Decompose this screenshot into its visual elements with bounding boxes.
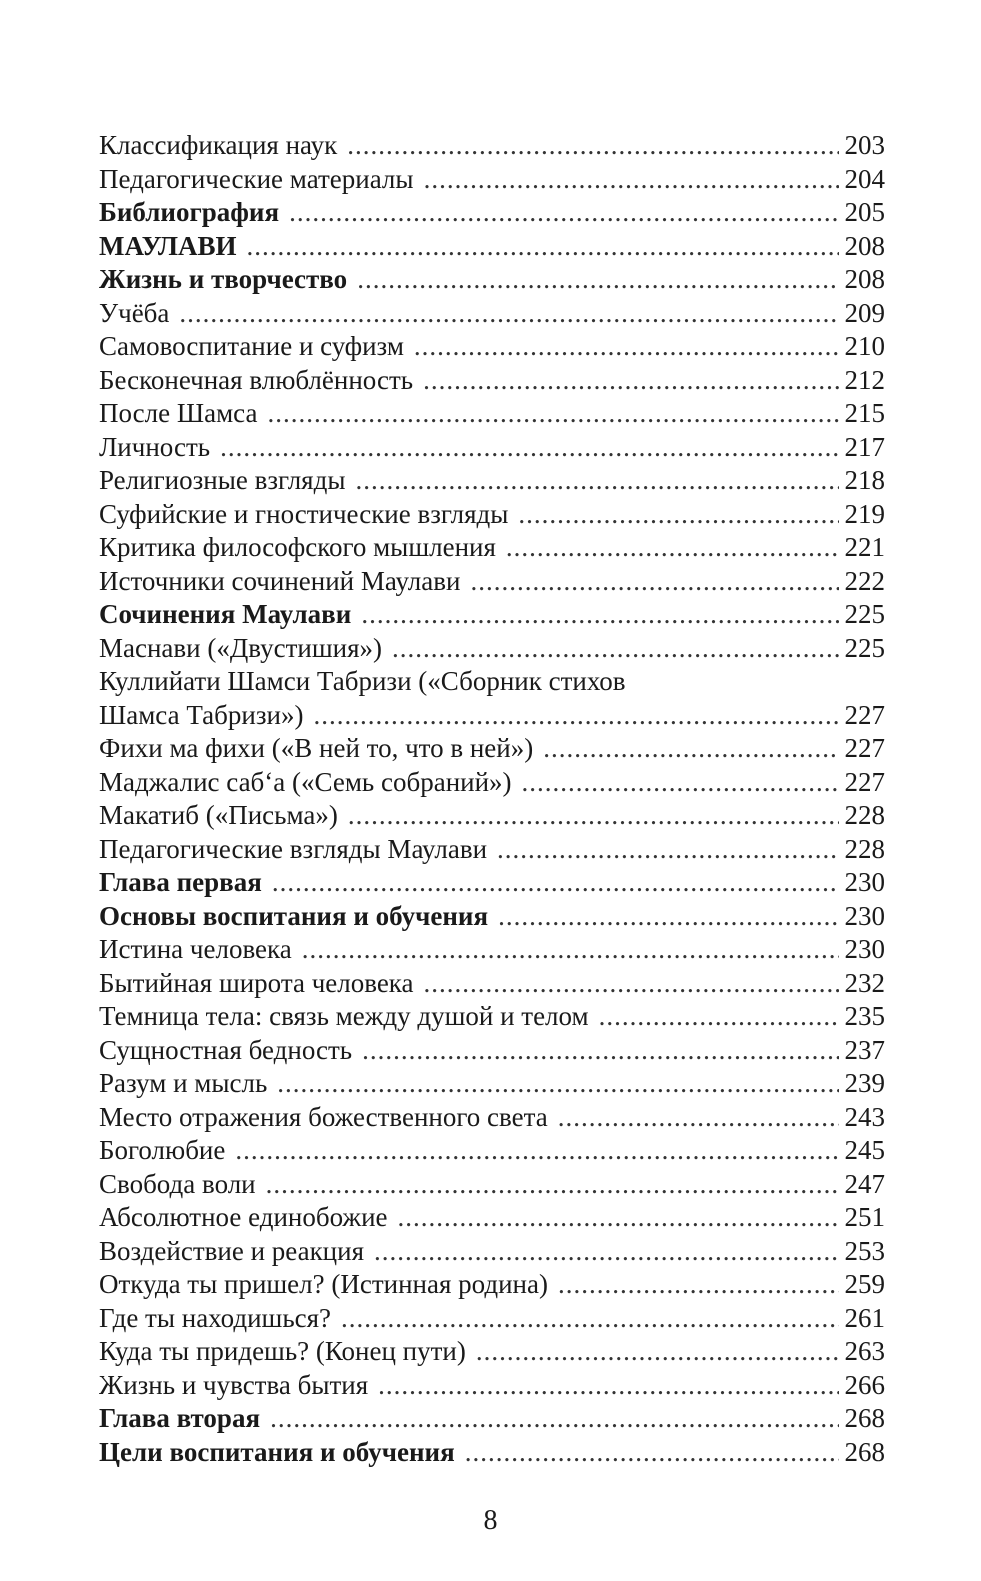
toc-entry-title: Учёба: [99, 297, 170, 328]
toc-entry: [99, 297, 885, 331]
toc-entry-title: Суфийские и гностические взгляды: [99, 498, 509, 529]
toc-entry-title: Боголюбие: [99, 1135, 226, 1165]
toc-entry-page: 263: [844, 1336, 885, 1366]
dot-leader: [272, 866, 839, 900]
dot-leader: [498, 900, 838, 934]
dot-leader: [235, 1134, 838, 1168]
toc-entry: [99, 967, 885, 1001]
toc-entry: [99, 364, 885, 398]
toc-entry-title: Бесконечная влюблённость: [99, 364, 414, 395]
toc-entry: [99, 230, 885, 264]
toc-entry-page: 261: [844, 1302, 885, 1333]
dot-leader: [277, 1067, 838, 1101]
toc-entry-page: 268: [844, 1436, 885, 1467]
toc-entry-title: МАУЛАВИ: [99, 230, 237, 261]
toc-entry-title: Самовоспитание и суфизм: [99, 331, 404, 361]
dot-leader: [398, 1201, 839, 1235]
toc-entry-title: Маджалис саб‘а («Семь собраний»): [99, 766, 512, 797]
toc-entry: [99, 1101, 885, 1135]
dot-leader: [599, 1000, 839, 1034]
dot-leader: [347, 129, 838, 163]
dot-leader: [348, 799, 839, 833]
toc-entry-page: 203: [844, 130, 885, 160]
toc-entry-title: Где ты находишься?: [99, 1302, 332, 1333]
toc-entry: [99, 1235, 885, 1269]
toc-entry: [99, 1268, 885, 1302]
dot-leader: [266, 1168, 839, 1202]
dot-leader: [424, 163, 839, 197]
toc-entry-title: Бытийная широта человека: [99, 967, 414, 998]
dot-leader: [362, 1034, 838, 1068]
toc-entry: [99, 196, 885, 230]
dot-leader: [378, 1369, 838, 1403]
toc-entry-title: Куда ты придешь? (Конец пути): [99, 1336, 466, 1366]
toc-entry-page: 208: [844, 230, 885, 261]
toc-entry-title: Личность: [99, 431, 211, 462]
toc-entry-title: Глава вторая: [99, 1403, 261, 1433]
toc-entry-page: 239: [844, 1068, 885, 1098]
toc-entry-page: 230: [844, 900, 885, 931]
toc-entry-title: Жизнь и творчество: [99, 264, 348, 294]
toc-entry-title: Жизнь и чувства бытия: [99, 1369, 369, 1400]
toc-entry-title: Цели воспитания и обучения: [99, 1436, 455, 1467]
toc-entry-title: Педагогические взгляды Маулави: [99, 833, 488, 864]
toc-entry-title: Разум и мысль: [99, 1068, 268, 1098]
dot-leader: [465, 1436, 839, 1470]
toc-entry: [99, 498, 885, 532]
toc-entry-page: 210: [844, 331, 885, 361]
toc-entry: [99, 900, 885, 934]
dot-leader: [423, 364, 838, 398]
toc-entry: [99, 1134, 885, 1168]
dot-leader: [220, 431, 838, 465]
toc-entry-title: Основы воспитания и обучения: [99, 900, 489, 931]
toc-entry: [99, 933, 885, 967]
toc-entry: [99, 464, 885, 498]
dot-leader: [313, 699, 838, 733]
dot-leader: [361, 598, 838, 632]
toc-entry-title: Источники сочинений Маулави: [99, 565, 461, 596]
toc-entry: [99, 431, 885, 465]
toc-entry-title: Критика философского мышления: [99, 532, 496, 562]
toc-entry: [99, 531, 885, 565]
toc-entry-title: Свобода воли: [99, 1168, 256, 1199]
toc-entry: [99, 1302, 885, 1336]
toc-entry-page: 232: [844, 967, 885, 998]
dot-leader: [357, 263, 838, 297]
toc-entry-title: Сущностная бедность: [99, 1034, 353, 1065]
toc-entry-page: 225: [844, 599, 885, 629]
toc-entry-page: 266: [844, 1369, 885, 1400]
toc-entry-page: 259: [844, 1269, 885, 1299]
dot-leader: [497, 833, 838, 867]
toc-entry: [99, 766, 885, 800]
toc-entry: [99, 129, 885, 163]
toc-entry-page: 225: [844, 632, 885, 663]
dot-leader: [476, 1335, 839, 1369]
dot-leader: [355, 464, 838, 498]
toc-entry-title: Педагогические материалы: [99, 163, 414, 194]
toc-entry-page: 212: [844, 364, 885, 395]
toc-entry-title: Сочинения Маулави: [99, 599, 352, 629]
dot-leader: [506, 531, 839, 565]
dot-leader: [267, 397, 838, 431]
toc-entry: [99, 397, 885, 431]
dot-leader: [247, 230, 839, 264]
toc-entry-title: Религиозные взгляды: [99, 465, 346, 495]
toc-entry: [99, 732, 885, 766]
toc-entry-title: Воздействие и реакция: [99, 1235, 365, 1266]
toc-entry-page: 237: [844, 1034, 885, 1065]
toc-entry: [99, 163, 885, 197]
toc-entry-title: Темница тела: связь между душой и телом: [99, 1001, 589, 1031]
toc-entry-title: Куллийати Шамси Табризи («Сборник стихов: [99, 666, 626, 696]
toc-entry-page: 204: [844, 163, 885, 194]
toc-entry-page: 215: [844, 398, 885, 428]
toc-entry-page: 217: [844, 431, 885, 462]
toc-entry-page: 251: [844, 1202, 885, 1232]
toc-entry-title: Шамса Табризи»): [99, 699, 304, 730]
toc-entry-title: Классификация наук: [99, 130, 338, 160]
dot-leader: [392, 632, 839, 666]
dot-leader: [414, 330, 839, 364]
toc-entry-page: 228: [844, 800, 885, 830]
toc-entry-page: 218: [844, 465, 885, 495]
page-number: 8: [483, 1505, 498, 1536]
toc-entry: [99, 1000, 885, 1034]
toc-entry-page: 268: [844, 1403, 885, 1433]
toc-entry: [99, 1369, 885, 1403]
toc-entry-title: После Шамса: [99, 398, 258, 428]
toc-entry-title: Маснави («Двустишия»): [99, 632, 382, 663]
dot-leader: [341, 1302, 838, 1336]
toc-entry-page: 253: [844, 1235, 885, 1266]
toc-entry-page: 227: [844, 766, 885, 797]
toc-entry: [99, 1201, 885, 1235]
dot-leader: [302, 933, 839, 967]
toc-entry: [99, 1335, 885, 1369]
toc-entry-page: 228: [844, 833, 885, 864]
dot-leader: [543, 732, 838, 766]
toc-entry-title: Фихи ма фихи («В ней то, что в ней»): [99, 733, 534, 763]
dot-leader: [374, 1235, 838, 1269]
dot-leader: [518, 498, 838, 532]
dot-leader: [270, 1402, 838, 1436]
toc-entry-page: 227: [844, 699, 885, 730]
toc-entry-title: Откуда ты пришел? (Истинная родина): [99, 1269, 548, 1299]
toc-entry-page: 221: [844, 532, 885, 562]
toc-entry: [99, 866, 885, 900]
toc-entry-title: Истина человека: [99, 934, 292, 964]
toc-entry-page: 227: [844, 733, 885, 763]
toc-entry: [99, 632, 885, 666]
table-of-contents: [99, 129, 885, 1469]
toc-entry: [99, 833, 885, 867]
dot-leader: [558, 1268, 839, 1302]
dot-leader: [522, 766, 839, 800]
toc-entry: [99, 1034, 885, 1068]
toc-entry: [99, 1402, 885, 1436]
dot-leader: [470, 565, 838, 599]
dot-leader: [424, 967, 839, 1001]
toc-entry-title: Библиография: [99, 197, 280, 227]
toc-entry-page: 230: [844, 867, 885, 897]
toc-entry: [99, 1067, 885, 1101]
toc-entry: [99, 699, 885, 733]
toc-entry-title: Абсолютное единобожие: [99, 1202, 388, 1232]
toc-entry-page: 222: [844, 565, 885, 596]
toc-entry: [99, 1168, 885, 1202]
toc-entry-page: 235: [844, 1001, 885, 1031]
toc-entry-page: 247: [844, 1168, 885, 1199]
toc-entry-title: Глава первая: [99, 867, 262, 897]
toc-entry-page: 230: [844, 934, 885, 964]
dot-leader: [179, 297, 838, 331]
toc-entry-title: Макатиб («Письма»): [99, 800, 338, 830]
toc-entry-page: 208: [844, 264, 885, 294]
toc-entry: [99, 598, 885, 632]
toc-entry-page: 209: [844, 297, 885, 328]
dot-leader: [289, 196, 838, 230]
toc-entry: [99, 263, 885, 297]
toc-entry: [99, 330, 885, 364]
toc-entry-page: 205: [844, 197, 885, 227]
toc-entry: [99, 1436, 885, 1470]
toc-entry: [99, 799, 885, 833]
toc-entry: [99, 565, 885, 599]
toc-entry-page: 245: [844, 1135, 885, 1165]
toc-entry-page: 219: [844, 498, 885, 529]
toc-entry-title: Место отражения божественного света: [99, 1101, 548, 1132]
toc-entry-page: 243: [844, 1101, 885, 1132]
toc-entry: [99, 665, 885, 699]
dot-leader: [558, 1101, 839, 1135]
